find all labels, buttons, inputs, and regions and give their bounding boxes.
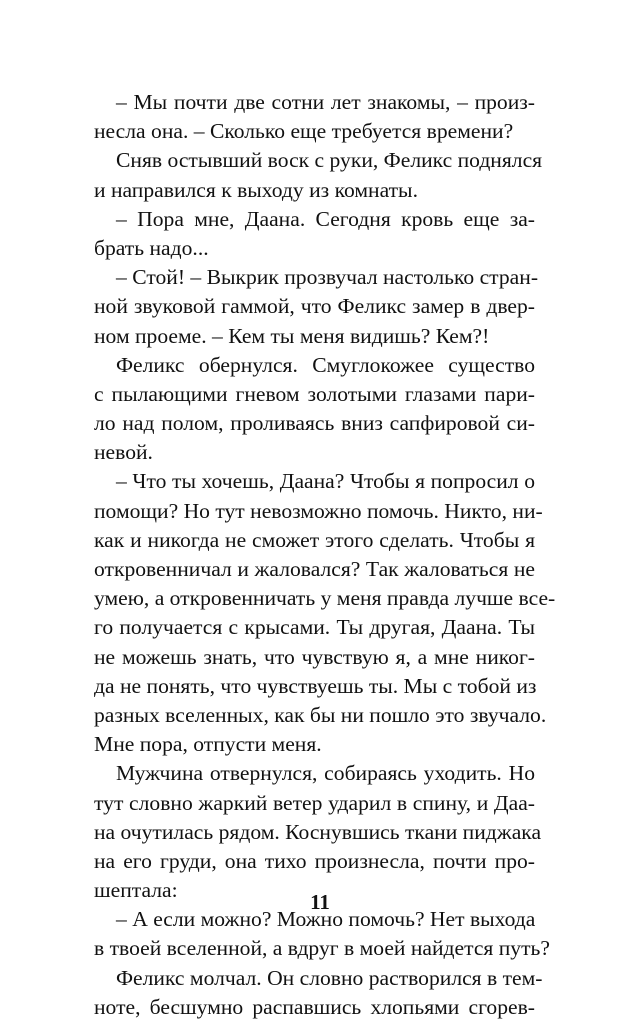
text-line: – Стой! – Выкрик прозвучал настолько стран-: [116, 265, 539, 290]
text-line: да не понять, что чувствуешь ты. Мы с тобой из: [94, 673, 537, 698]
text-line: и направился к выходу из комнаты.: [94, 177, 418, 202]
text-line: тут словно жаркий ветер ударил в спину, и Даа-: [94, 790, 535, 815]
text-line: ло над полом, проливаясь вниз сапфировой си-: [94, 411, 535, 436]
text-line: Сняв остывший воск с руки, Феликс поднялся: [116, 148, 543, 173]
text-line: ноте, бесшумно распавшись хлопьями сгорев-: [94, 994, 535, 1019]
text-line: на его груди, она тихо произнесла, почти про-: [94, 848, 535, 873]
text-line: – А если можно? Можно помочь? Нет выхода: [116, 907, 536, 932]
text-line: Феликс молчал. Он словно растворился в тем-: [116, 965, 543, 990]
text-line: умею, а откровенничать у меня правда лучше все-: [94, 586, 556, 611]
text-line: откровенничал и жаловался? Так жаловаться не: [94, 557, 535, 581]
text-line: ном проеме. – Кем ты меня видишь? Кем?!: [94, 323, 490, 348]
text-line: брать надо...: [94, 235, 209, 260]
text-line: Феликс обернулся. Смуглокожее существо: [116, 352, 535, 377]
text-line: ной звуковой гаммой, что Феликс замер в двер-: [94, 294, 535, 319]
text-line: – Что ты хочешь, Даана? Чтобы я попросил о: [116, 469, 535, 494]
text-line: – Мы почти две сотни лет знакомы, – произ-: [116, 90, 535, 114]
text-line: Мне пора, отпусти меня.: [94, 732, 322, 757]
text-line: с пылающими гневом золотыми глазами пари-: [94, 381, 535, 406]
text-line: разных вселенных, как бы ни пошло это звучало.: [94, 702, 547, 727]
text-line: помощи? Но тут невозможно помочь. Никто, ни-: [94, 498, 543, 523]
text-line: как и никогда не сможет этого сделать. Чтобы я: [94, 527, 535, 552]
text-line: – Пора мне, Даана. Сегодня кровь еще за-: [116, 206, 535, 231]
text-line: Мужчина отвернулся, собираясь уходить. Но: [116, 761, 535, 786]
text-line: не можешь знать, что чувствую я, а мне никог-: [94, 644, 535, 669]
text-line: в твоей вселенной, а вдруг в моей найдется путь?: [94, 936, 550, 961]
text-line: шептала:: [94, 878, 178, 903]
page-number: 11: [310, 890, 330, 914]
text-line: невой.: [94, 440, 153, 465]
text-line: несла она. – Сколько еще требуется времени?: [94, 119, 514, 144]
text-line: на очутилась рядом. Коснувшись ткани пиджака: [94, 819, 542, 844]
text-line: го получается с крысами. Ты другая, Даана. Ты: [94, 615, 535, 640]
page-text-block: [94, 88, 556, 1022]
